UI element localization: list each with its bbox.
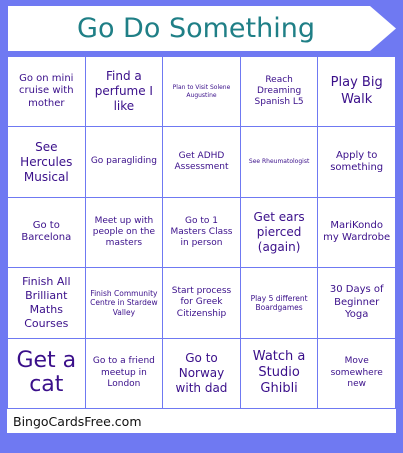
bingo-cell: Get ADHD Assessment (163, 127, 241, 197)
card-title: Go Do Something (77, 13, 315, 44)
bingo-cell: Finish Community Centre in Stardew Valley (86, 268, 164, 338)
bingo-cell: Go to Barcelona (8, 198, 86, 268)
bingo-cell: Go on mini cruise with mother (8, 57, 86, 127)
bingo-cell: Start process for Greek Citizenship (163, 268, 241, 338)
bingo-cell: Finish All Brilliant Maths Courses (8, 268, 86, 338)
bingo-cell: Plan to Visit Solene Augustine (163, 57, 241, 127)
bingo-cell: See Rheumatologist (241, 127, 319, 197)
bingo-cell: Go to 1 Masters Class in person (163, 198, 241, 268)
bingo-cell: Watch a Studio Ghibli (241, 339, 319, 409)
bingo-cell: MariKondo my Wardrobe (318, 198, 396, 268)
bingo-cell: Reach Dreaming Spanish L5 (241, 57, 319, 127)
bingo-cell: Go to Norway with dad (163, 339, 241, 409)
bingo-cell: Apply to something (318, 127, 396, 197)
bingo-card (7, 56, 396, 433)
bingo-cell: Go to a friend meetup in London (86, 339, 164, 409)
bingo-cell: Play 5 different Boardgames (241, 268, 319, 338)
site-credit: BingoCardsFree.com (13, 413, 142, 429)
bingo-cell: Move somewhere new (318, 339, 396, 409)
bingo-cell: Go paragliding (86, 127, 164, 197)
bingo-cell: Find a perfume I like (86, 57, 164, 127)
bingo-cell: Play Big Walk (318, 57, 396, 127)
bingo-cell: See Hercules Musical (8, 127, 86, 197)
title-banner (8, 6, 396, 51)
bingo-cell: 30 Days of Beginner Yoga (318, 268, 396, 338)
bingo-grid (7, 56, 396, 409)
bingo-cell: Meet up with people on the masters (86, 198, 164, 268)
bingo-cell: Get ears pierced (again) (241, 198, 319, 268)
bingo-cell: Get a cat (8, 339, 86, 409)
